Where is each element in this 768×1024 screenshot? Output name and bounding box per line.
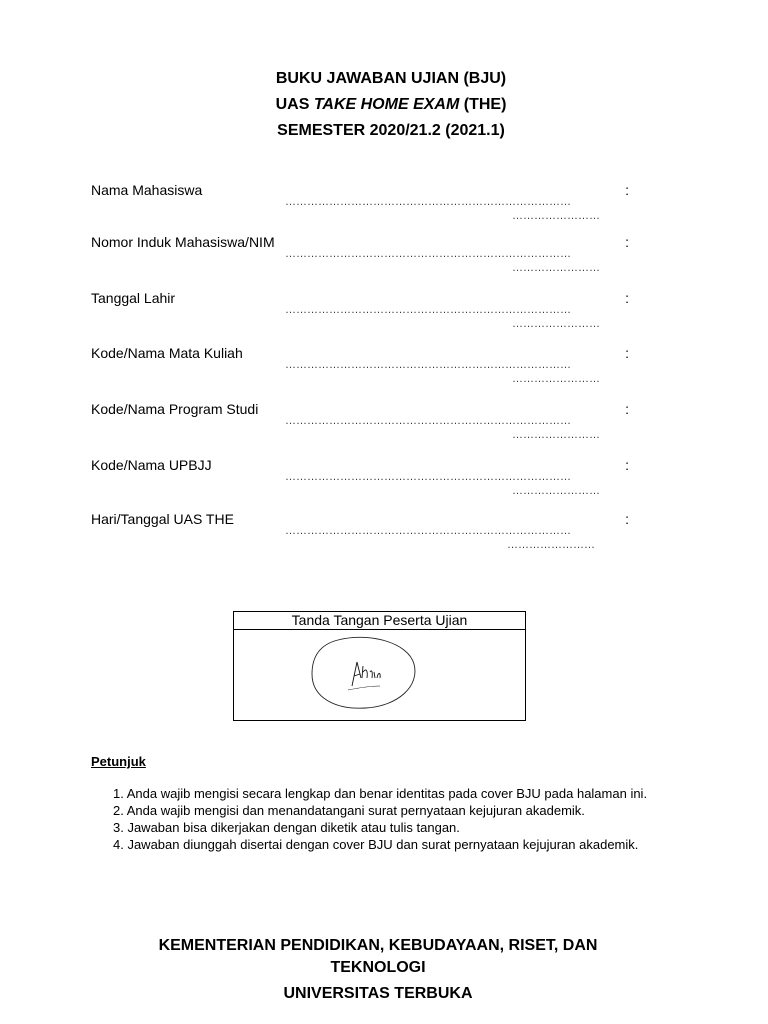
field-label: Hari/Tanggal UAS THE (91, 511, 234, 527)
title-line-2-prefix: UAS (275, 96, 314, 113)
field-label: Kode/Nama Mata Kuliah (91, 345, 243, 361)
title-line-2-italic: TAKE HOME EXAM (313, 96, 460, 113)
field-colon: : (625, 234, 629, 250)
field-label: Kode/Nama Program Studi (91, 401, 259, 417)
field-dots-line-1: …………………………………………………………………… (285, 196, 571, 208)
signature-heading: Tanda Tangan Peserta Ujian (234, 612, 525, 630)
footer-line-3: UNIVERSITAS TERBUKA (283, 985, 473, 1002)
footer-line-1: KEMENTERIAN PENDIDIKAN, KEBUDAYAAN, RISET, DAN (158, 937, 598, 954)
field-colon: : (625, 457, 629, 473)
title-line-2-suffix: (THE) (459, 96, 507, 113)
field-colon: : (625, 401, 629, 417)
instruction-item: 2. Anda wajib mengisi dan menandatangani surat pernyataan kejujuran akademik. (113, 803, 585, 818)
instruction-item: 4. Jawaban diunggah disertai dengan cover BJU dan surat pernyataan kejujuran akademik. (113, 837, 639, 852)
instructions-list (113, 785, 647, 853)
instructions-title: Petunjuk (91, 754, 146, 769)
field-dots-line-2: …………………… (507, 539, 595, 551)
document-title (0, 66, 768, 144)
instruction-item: 1. Anda wajib mengisi secara lengkap dan benar identitas pada cover BJU pada halaman ini. (113, 786, 648, 801)
signature-box (233, 611, 526, 721)
field-dots-line-1: …………………………………………………………………… (285, 471, 571, 483)
field-dots-line-2: …………………… (512, 318, 600, 330)
institution-footer (0, 935, 756, 1005)
field-dots-line-2: …………………… (512, 262, 600, 274)
field-colon: : (625, 511, 629, 527)
field-dots-line-1: …………………………………………………………………… (285, 415, 571, 427)
field-label: Nomor Induk Mahasiswa/NIM (91, 234, 275, 250)
field-label: Nama Mahasiswa (91, 182, 203, 198)
field-dots-line-1: …………………………………………………………………… (285, 304, 571, 316)
field-dots-line-2: …………………… (512, 485, 600, 497)
field-dots-line-1: …………………………………………………………………… (285, 525, 571, 537)
field-colon: : (625, 290, 629, 306)
field-colon: : (625, 345, 629, 361)
title-line-1: BUKU JAWABAN UJIAN (BJU) (275, 70, 507, 87)
field-dots-line-1: …………………………………………………………………… (285, 248, 571, 260)
instruction-item: 3. Jawaban bisa dikerjakan dengan diketik atau tulis tangan. (113, 820, 460, 835)
field-dots-line-1: …………………………………………………………………… (285, 359, 571, 371)
title-line-3: SEMESTER 2020/21.2 (2021.1) (277, 122, 505, 139)
field-label: Tanggal Lahir (91, 290, 176, 306)
field-colon: : (625, 182, 629, 198)
handwritten-signature-image (308, 634, 420, 712)
field-dots-line-2: …………………… (512, 373, 600, 385)
field-dots-line-2: …………………… (512, 210, 600, 222)
footer-line-2: TEKNOLOGI (330, 959, 426, 976)
field-label: Kode/Nama UPBJJ (91, 457, 212, 473)
title-line-2 (0, 92, 768, 118)
field-dots-line-2: …………………… (512, 429, 600, 441)
